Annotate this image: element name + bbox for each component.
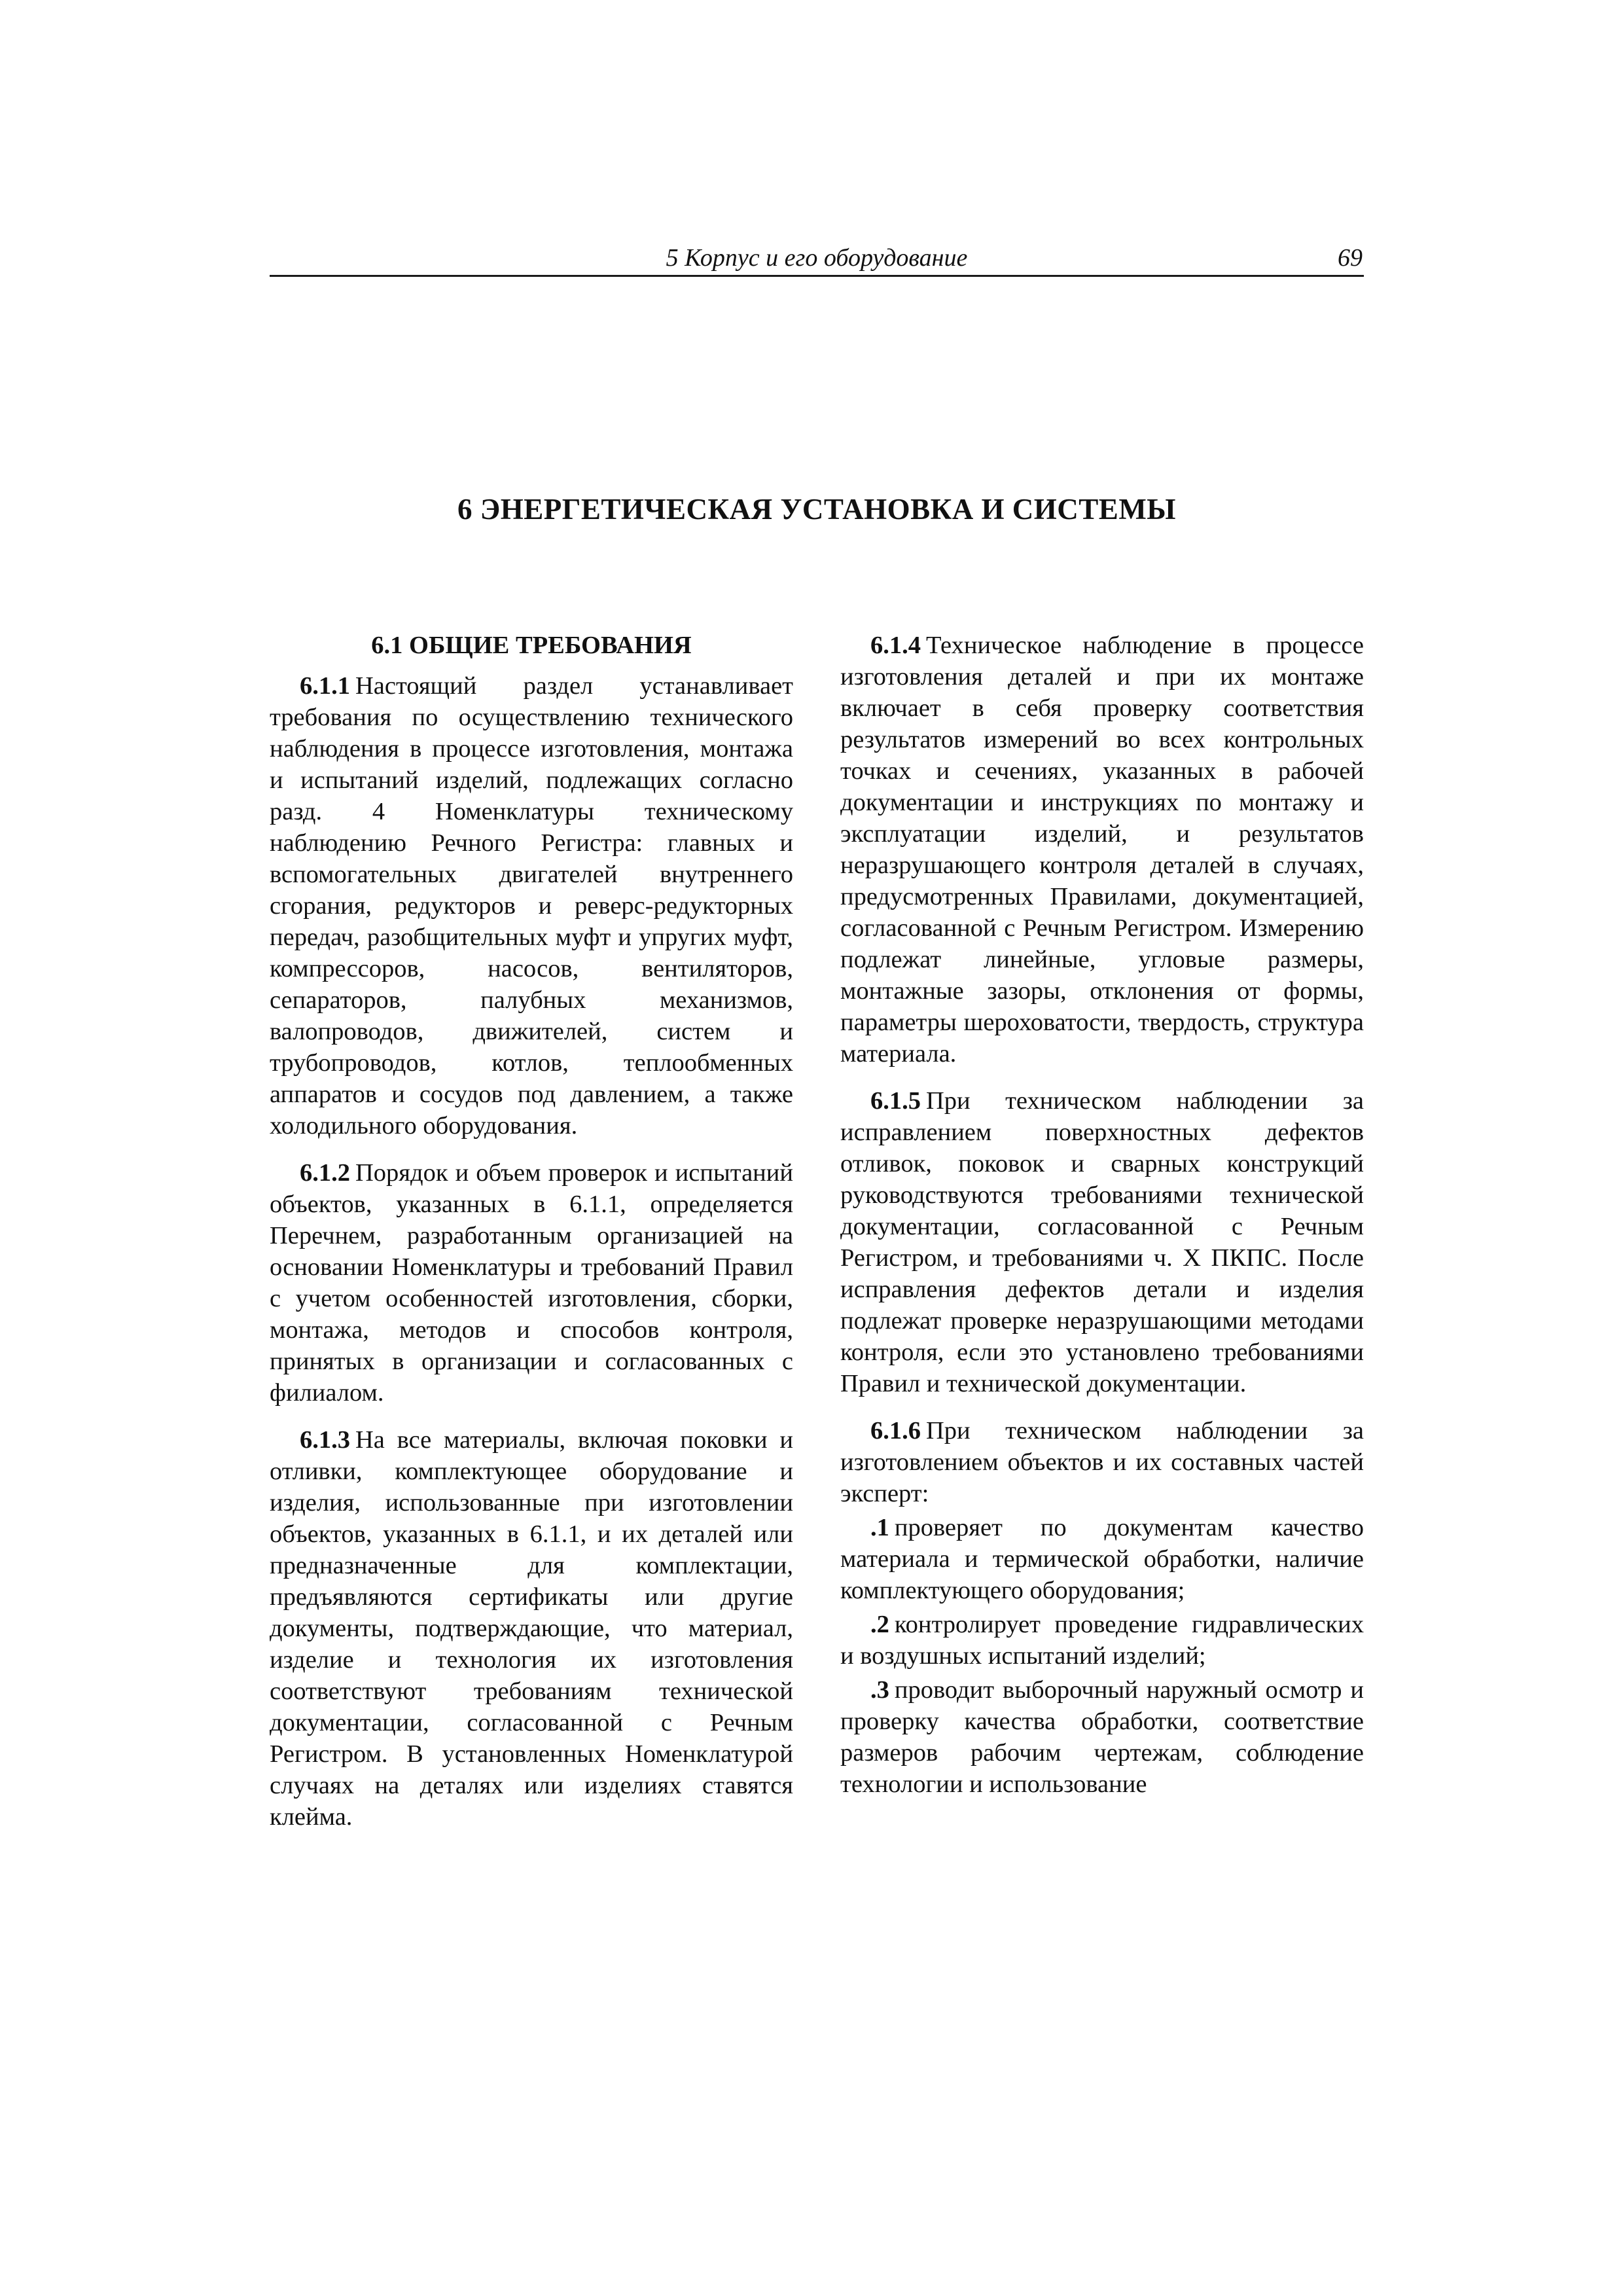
paragraph-number: 6.1.5 [870, 1087, 921, 1115]
paragraph-6-1-2 [270, 1157, 793, 1408]
paragraph-number: 6.1.3 [300, 1426, 350, 1454]
paragraph-text: На все материалы, включая поковки и отливки, комплектующее оборудование и изделия, использованные при изготовлении объектов, указанных в 6.1.1, и их деталей или предназначенные для комплектации, предъявляются сертификаты или другие документы, подтверждающие, что материал, изделие и технология их изготовления соответствуют требованиям технической документации, согласованной с Речным Регистром. В установленных Номенклатурой случаях на деталях или изделиях ставятся клейма. [270, 1426, 793, 1831]
paragraph-number: 6.1.6 [870, 1417, 921, 1444]
paragraph-text: При техническом наблюдении за изготовлением объектов и их составных частей эксперт: [840, 1417, 1364, 1507]
subitem-number: .2 [870, 1611, 889, 1638]
subitem-3 [840, 1674, 1364, 1800]
section-title: 6.1 ОБЩИЕ ТРЕБОВАНИЯ [371, 632, 692, 659]
subitem-number: .1 [870, 1514, 889, 1541]
chapter-title: 6 ЭНЕРГЕТИЧЕСКАЯ УСТАНОВКА И СИСТЕМЫ [457, 493, 1176, 526]
paragraph-number: 6.1.1 [300, 672, 350, 700]
subitem-number: .3 [870, 1676, 889, 1704]
paragraph-text: Настоящий раздел устанавливает требования по осуществлению технического наблюдения в процессе изготовления, монтажа и испытаний изделий, подлежащих согласно разд. 4 Номенклатуры техническому наблюдению Речного Регистра: главных и вспомогательных двигателей внутреннего сгорания, редукторов и реверс-редукторных передач, разобщительных муфт и упругих муфт, компрессоров, насосов, вентиляторов, сепараторов, палубных механизмов, валопроводов, движителей, систем и трубопроводов, котлов, теплообменных аппаратов и сосудов под давлением, а также холодильного оборудования. [270, 672, 793, 1139]
subitem-1 [840, 1512, 1364, 1606]
subitem-text: контролирует проведение гидравлических и воздушных испытаний изделий; [840, 1611, 1364, 1670]
right-column [840, 630, 1364, 1803]
paragraph-text: Порядок и объем проверок и испытаний объектов, указанных в 6.1.1, определяется Перечнем, разработанным организацией на основании Номенклатуры и требований Правил с учетом особенностей изготовления, сборки, монтажа, методов и способов контроля, принятых в организации и согласованных с филиалом. [270, 1159, 793, 1407]
subitem-text: проводит выборочный наружный осмотр и проверку качества обработки, соответствие размеров рабочим чертежам, соблюдение технологии и использование [840, 1676, 1364, 1798]
running-header [270, 241, 1364, 277]
paragraph-6-1-3 [270, 1424, 793, 1833]
paragraph-6-1-6 [840, 1415, 1364, 1509]
paragraph-number: 6.1.2 [300, 1159, 350, 1187]
paragraph-text: Техническое наблюдение в процессе изготовления деталей и при их монтаже включает в себя проверку соответствия результатов измерений во всех контрольных точках и сечениях, указанных в рабочей документации и инструкциях по монтажу и эксплуатации изделий, и результатов неразрушающего контроля деталей в случаях, предусмотренных Правилами, документацией, согласованной с Речным Регистром. Измерению подлежат линейные, угловые размеры, монтажные зазоры, отклонения от формы, параметры шероховатости, твердость, структура материала. [840, 632, 1364, 1067]
subitem-text: проверяет по документам качество материала и термической обработки, наличие комплектующего оборудования; [840, 1514, 1364, 1604]
paragraph-6-1-5 [840, 1085, 1364, 1399]
left-column [270, 630, 793, 1848]
page-number: 69 [1338, 244, 1363, 272]
paragraph-number: 6.1.4 [870, 632, 921, 659]
running-title: 5 Корпус и его оборудование [666, 244, 968, 272]
subitem-2 [840, 1609, 1364, 1672]
paragraph-6-1-1 [270, 670, 793, 1141]
paragraph-6-1-4 [840, 630, 1364, 1069]
paragraph-text: При техническом наблюдении за исправлением поверхностных дефектов отливок, поковок и сварных конструкций руководствуются требованиями технической документации, согласованной с Речным Регистром, и требованиями ч. X ПКПС. После исправления дефектов детали и изделия подлежат проверке неразрушающими методами контроля, если это установлено требованиями Правил и технической документации. [840, 1087, 1364, 1397]
